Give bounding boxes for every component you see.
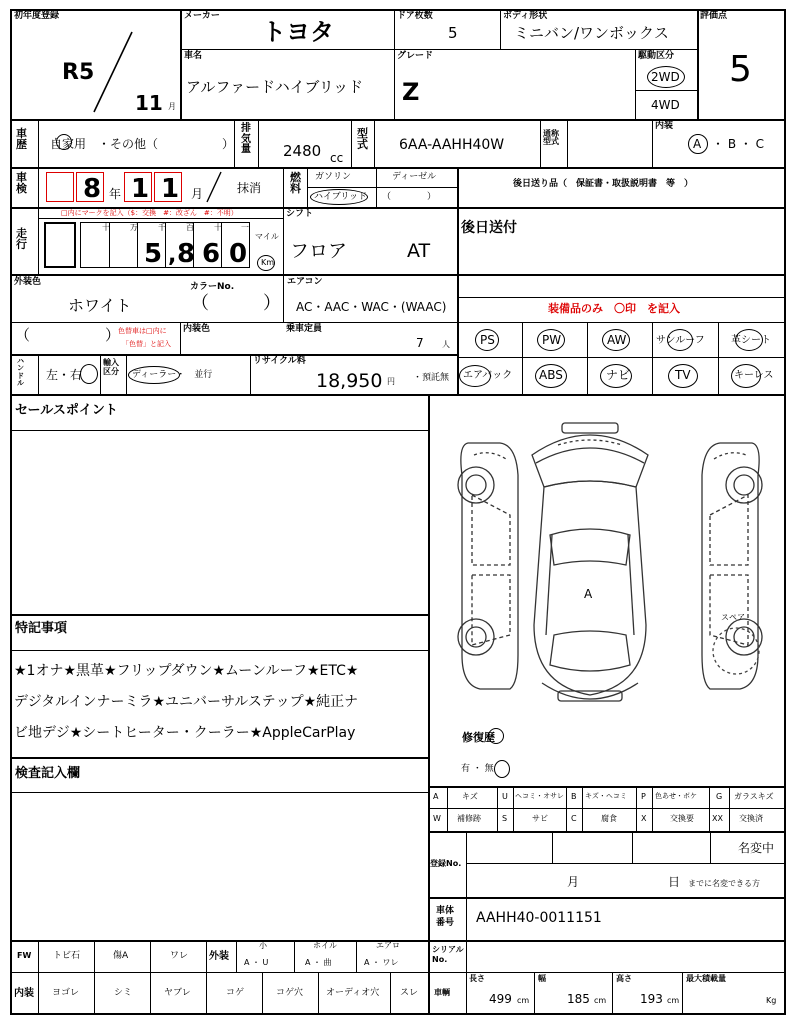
body-value: ミニバン/ワンボックス	[514, 24, 669, 42]
inspection-label: 車検	[16, 171, 27, 195]
name-value: アルファードハイブリッド	[186, 78, 364, 96]
diagram-mark-a: A	[584, 587, 593, 601]
inspection-year-digit: 8	[83, 174, 102, 204]
mileage-note: □内にマークを記入（$：交換 #：改ざん #：不明）	[61, 209, 238, 217]
chassis-label: 車体番号	[436, 906, 455, 928]
score-value: 5	[729, 49, 752, 90]
name-change: 名変中	[738, 841, 775, 855]
equip-abs-circle	[535, 364, 567, 388]
outer-color-value: ホワイト	[68, 296, 132, 315]
import-label: 輸入区分	[103, 358, 119, 377]
equip-keyless-circle	[731, 364, 761, 388]
displacement-value: 2480	[283, 142, 322, 160]
capacity-value: 7	[416, 336, 424, 350]
doors-label: ドア枚数	[397, 11, 433, 21]
dimensions-label: 車輌	[434, 988, 450, 997]
first-reg-label: 初年度登録	[14, 11, 60, 21]
history-label: 車歴	[16, 127, 27, 151]
naiso-item-1: シミ	[114, 988, 133, 998]
fw-item-2: ワレ	[170, 951, 189, 961]
naiso-item-4: コゲ穴	[276, 988, 304, 998]
legend-u-text: ヘコミ・オサレ	[515, 792, 564, 800]
naiso-item-5: オーディオ穴	[326, 988, 380, 998]
mileage-mark-box	[44, 222, 76, 268]
equip-airbag-circle	[459, 365, 491, 387]
naiso-item-3: コゲ	[226, 988, 245, 998]
ac-options: AC・AAC・WAC・(WAAC)	[296, 300, 447, 314]
handle-right-circle	[80, 364, 98, 384]
shift-label: シフト	[286, 209, 314, 219]
mileage-place-2: 千	[158, 223, 166, 232]
legend-p-code: P	[641, 792, 646, 801]
length-label: 長さ	[469, 974, 485, 983]
repair-value: 有 ・ 無	[461, 764, 494, 774]
equip-abs: ABS	[539, 368, 563, 382]
height-unit: cm	[667, 996, 680, 1005]
car-diagram	[440, 415, 780, 715]
equip-pw: PW	[542, 333, 562, 347]
grade-label: グレード	[397, 51, 434, 61]
special-line-2: ビ地デジ★シートヒーター・クーラー★AppleCarPlay	[14, 725, 356, 741]
inner-paren: （ ）	[15, 326, 121, 344]
fw-item-0: トビ石	[53, 951, 81, 961]
load-label: 最大積載量	[686, 974, 726, 983]
equip-leather-circle	[735, 329, 763, 351]
capacity-unit: 人	[442, 340, 450, 349]
fuel-hybrid: ハイブリッド	[314, 192, 368, 202]
displacement-unit: cc	[330, 151, 344, 165]
shift-value: フロア	[290, 240, 348, 262]
legend-c-text: 腐食	[601, 814, 617, 823]
small-options: A ・ U	[244, 958, 269, 967]
equip-navi: ナビ	[606, 368, 631, 382]
inspection-era-box	[46, 172, 74, 202]
interior-rest: ・ B ・ C	[712, 137, 765, 151]
legend-b-code: B	[571, 792, 577, 801]
mileage-comma: ,	[168, 243, 177, 268]
equip-aw-circle	[602, 329, 630, 351]
interior-a-circle	[688, 134, 708, 154]
maker-value: トヨタ	[262, 18, 334, 46]
equip-sunroof-circle	[667, 329, 693, 351]
legend-p-text: 色あせ・ボケ	[655, 792, 697, 800]
legend-w-code: W	[433, 814, 441, 823]
later-docs: 後日送り品（ 保証書・取扱説明書 等 ）	[513, 179, 694, 189]
legend-a-text: キズ	[462, 792, 478, 801]
legend-u-code: U	[502, 792, 508, 801]
legend-c-code: C	[571, 814, 577, 823]
diagram-spare-label: スペア	[721, 613, 745, 622]
chassis-value: AAHH40-0011151	[476, 910, 602, 926]
handle-label: ハンドル	[17, 357, 24, 388]
fw-label: FW	[17, 951, 32, 960]
recycle-deposit: ・預託無	[413, 373, 450, 383]
legend-w-text: 補修跡	[457, 814, 481, 823]
maker-label: メーカー	[184, 11, 220, 21]
inspection-slash	[204, 170, 224, 204]
special-title: 特記事項	[15, 621, 68, 636]
import-dealer-circle	[128, 366, 180, 384]
color-change-note1: 色替車は□内に	[118, 327, 167, 335]
registration-month: 月	[567, 875, 580, 889]
import-value: ディーラー・ 並行	[132, 370, 213, 380]
color-code-label: カラーNo.	[190, 282, 235, 292]
mileage-place-1: 万	[130, 223, 138, 232]
ac-label: エアコン	[287, 277, 323, 287]
equip-ps-circle	[475, 329, 499, 351]
drive-2wd-circle	[647, 66, 685, 88]
mileage-digit-5: 0	[229, 239, 248, 269]
mileage-km-circle	[257, 255, 275, 271]
interior-label: 内装	[655, 121, 674, 131]
naiso-item-2: ヤブレ	[164, 988, 191, 998]
fuel-gasoline: ガソリン	[315, 172, 352, 182]
naiso-item-6: スレ	[400, 988, 419, 998]
legend-xx-text: 交換済	[739, 814, 763, 823]
height-value: 193	[640, 992, 663, 1006]
mileage-place-3: 百	[186, 223, 194, 232]
repair-label: 修復歴	[462, 731, 495, 744]
fuel-label: 燃料	[290, 171, 301, 195]
mileage-digit-3: 8	[177, 239, 196, 269]
mileage-digit-2: 5	[144, 239, 163, 269]
inspection-month-digit2: 1	[161, 174, 180, 204]
legend-s-text: サビ	[532, 814, 548, 823]
history-text: 自家用 ・その他（	[50, 137, 159, 151]
grade-value: Z	[402, 78, 420, 106]
repair-none-circle	[494, 760, 510, 778]
legend-x-text: 交換要	[670, 814, 694, 823]
gaiso-label: 外装	[209, 951, 229, 962]
first-reg-slash	[90, 30, 140, 115]
inspection-year-unit: 年	[109, 187, 122, 201]
aero-options: A ・ ワレ	[364, 958, 399, 967]
fuel-hybrid-circle	[310, 189, 368, 205]
interior-a: A	[693, 137, 702, 151]
mileage-place-0: 十	[102, 223, 110, 232]
width-unit: cm	[594, 996, 607, 1005]
handle-value: 左・右	[46, 368, 83, 382]
equip-title: 装備品のみ 〇印 を記入	[548, 302, 680, 315]
model-value: 6AA-AAHH40W	[399, 137, 505, 153]
small-label: 小	[259, 941, 267, 950]
registration-label: 登録No.	[430, 859, 462, 868]
inspection-month-digit1: 1	[131, 174, 150, 204]
legend-x-code: X	[641, 814, 647, 823]
wheel-options: A ・ 曲	[305, 958, 332, 967]
recycle-unit: 円	[387, 377, 395, 386]
load-unit: Kg	[766, 996, 777, 1005]
doors-value: 5	[448, 24, 458, 42]
color-change-note2: 「色替」と記入	[122, 340, 171, 348]
special-line-1: デジタルインナーミラ★ユニバーサルステップ★純正ナ	[14, 694, 359, 710]
registration-deadline: までに名変できる方	[688, 879, 760, 888]
fuel-diesel: ディーゼル	[392, 172, 437, 182]
first-reg-month: 11	[135, 91, 163, 115]
registration-day: 日	[668, 875, 681, 889]
equip-pw-circle	[537, 329, 565, 351]
equip-aw: AW	[607, 333, 627, 347]
mileage-place-4: 十	[214, 223, 222, 232]
width-value: 185	[567, 992, 590, 1006]
check-record-title: 検査記入欄	[15, 766, 81, 781]
length-unit: cm	[517, 996, 530, 1005]
mileage-mile: マイル	[255, 232, 279, 241]
drive-label: 駆動区分	[638, 51, 675, 61]
equip-navi-circle	[600, 364, 632, 388]
equip-ps: PS	[480, 333, 495, 347]
later-send: 後日送付	[461, 220, 517, 236]
first-reg-era: R5	[62, 60, 95, 85]
recycle-value: 18,950	[316, 370, 383, 392]
history-private-circle	[56, 134, 72, 150]
special-line-0: ★1オナ★黒革★フリップダウン★ムーンルーフ★ETC★	[14, 663, 359, 679]
legend-g-text: ガラスキズ	[734, 792, 774, 801]
color-code-paren: （ ）	[191, 293, 281, 314]
capacity-label: 乗車定員	[286, 324, 323, 334]
equip-keyless: キーレス	[734, 370, 774, 381]
mileage-km: Km	[261, 258, 275, 267]
mileage-label: 走行	[16, 227, 27, 251]
recycle-label: リサイクル料	[253, 356, 306, 366]
width-label: 幅	[538, 974, 546, 983]
naiso-label: 内装	[14, 988, 34, 999]
wheel-label: ホイル	[313, 941, 337, 950]
mileage-place-5: 一	[241, 223, 249, 232]
model-label: 型式	[357, 127, 368, 151]
name-label: 車名	[184, 51, 203, 61]
length-value: 499	[489, 992, 512, 1006]
equip-tv-circle	[668, 364, 698, 388]
outer-color-label: 外装色	[14, 277, 42, 287]
score-label: 評価点	[700, 11, 728, 21]
inner-color-label: 内装色	[183, 324, 211, 334]
serial-label: シリアルNo.	[432, 945, 464, 964]
drive-2wd: 2WD	[651, 70, 680, 84]
aero-label: エアロ	[376, 941, 400, 950]
first-reg-month-unit: 月	[168, 102, 176, 111]
equip-airbag: エアバック	[463, 370, 513, 381]
equip-sunroof: サンルーフ	[656, 335, 705, 346]
sales-point-title: セールスポイント	[15, 403, 118, 418]
common-model-label: 通称型式	[543, 129, 559, 146]
equip-leather: 革シート	[731, 335, 771, 346]
inspection-month-unit: 月	[191, 187, 204, 201]
inspection-erase: 抹消	[237, 181, 262, 195]
repair-label-circle	[488, 728, 504, 744]
legend-b-text: キズ・ヘコミ	[585, 792, 627, 800]
fw-item-1: 傷A	[113, 951, 129, 961]
fuel-other: （ ）	[382, 192, 437, 202]
equip-tv: TV	[675, 368, 691, 382]
legend-a-code: A	[433, 792, 439, 801]
trans-value: AT	[407, 240, 431, 262]
history-close: ）	[222, 137, 235, 151]
naiso-item-0: ヨゴレ	[52, 988, 80, 998]
height-label: 高さ	[616, 974, 632, 983]
legend-xx-code: XX	[712, 814, 723, 823]
legend-s-code: S	[502, 814, 508, 823]
displacement-label: 排気量	[241, 123, 251, 155]
drive-4wd: 4WD	[651, 98, 680, 112]
legend-g-code: G	[716, 792, 723, 801]
body-label: ボディ形状	[503, 11, 548, 21]
mileage-digit-4: 6	[202, 239, 221, 269]
